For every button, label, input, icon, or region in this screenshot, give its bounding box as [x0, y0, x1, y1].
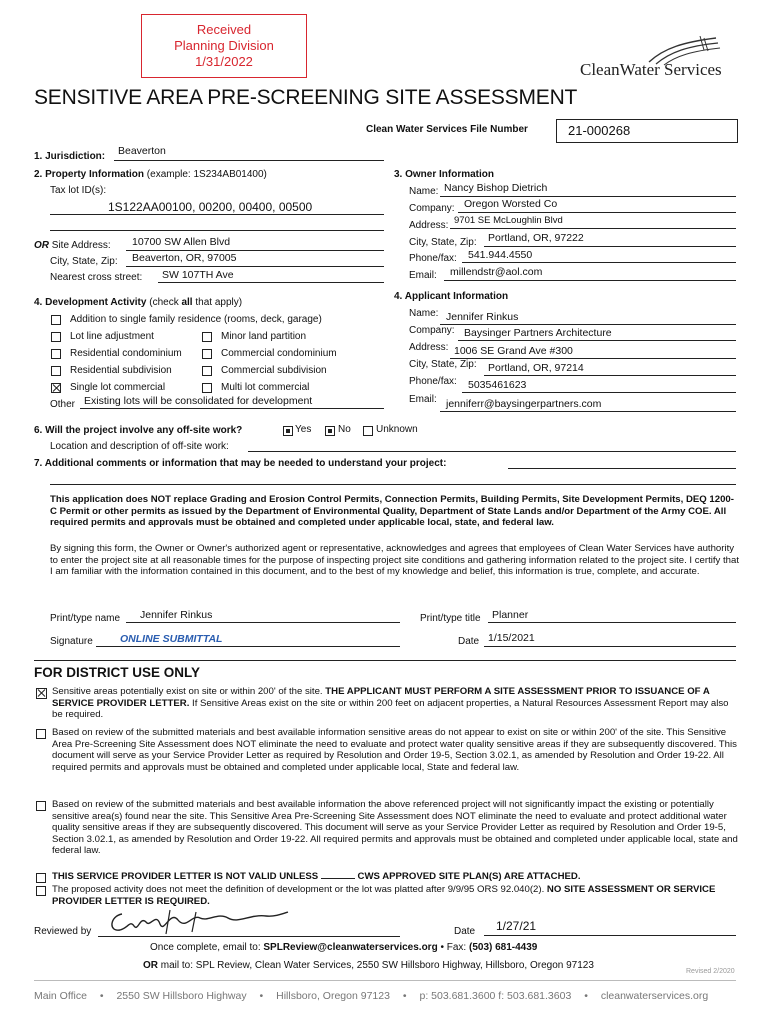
- owner-phone-line: [462, 262, 736, 263]
- applicant-address-label: Address:: [409, 342, 449, 353]
- opt8-label: Single lot commercial: [70, 382, 166, 393]
- applicant-company-label: Company:: [409, 325, 455, 336]
- offsite-no-label: No: [338, 424, 351, 435]
- district-item5-checkbox[interactable]: [36, 886, 46, 896]
- dev-activity-label: 4. Development Activity: [34, 297, 147, 308]
- dev-activity-apply: that apply): [195, 297, 243, 308]
- site-address-label: Site Address:: [51, 240, 111, 251]
- comments-line-2: [50, 484, 736, 485]
- cross-street-value[interactable]: SW 107TH Ave: [162, 269, 234, 281]
- owner-csz-line: [484, 246, 736, 247]
- footer: Main Office • 2550 SW Hillsboro Highway • Hillsboro, Oregon 97123 • p: 503.681.3600 f: 503.681.3603 • cleanwaterservices.org: [34, 990, 709, 1002]
- signature-value[interactable]: ONLINE SUBMITTAL: [120, 633, 223, 645]
- opt3-checkbox[interactable]: [202, 332, 212, 342]
- district-item4-blank[interactable]: [321, 878, 355, 879]
- owner-name-label: Name:: [409, 186, 439, 197]
- opt7-label: Commercial subdivision: [221, 365, 327, 376]
- offsite-location-label: Location and description of off-site work:: [50, 441, 229, 452]
- reviewer-signature-icon: [100, 904, 290, 938]
- district-item5-text-b: NO SITE ASSESSMENT OR SERVICE PROVIDER LETTER IS REQUIRED.: [52, 884, 716, 907]
- offsite-question: 6. Will the project involve any off-site work?: [34, 425, 243, 436]
- applicant-address-value[interactable]: 1006 SE Grand Ave #300: [454, 345, 573, 357]
- district-item3-checkbox[interactable]: [36, 801, 46, 811]
- reviewed-by-label: Reviewed by: [34, 926, 92, 937]
- site-address-line: [126, 250, 384, 251]
- cross-street-line: [158, 282, 384, 283]
- opt1-checkbox[interactable]: [51, 315, 61, 325]
- reviewed-by-line: [98, 936, 400, 937]
- cross-street-label: Nearest cross street:: [50, 272, 143, 283]
- applicant-name-label: Name:: [409, 308, 439, 319]
- applicant-company-line: [458, 340, 736, 341]
- owner-info-label: 3. Owner Information: [394, 169, 495, 180]
- offsite-no-checkbox[interactable]: [325, 426, 335, 436]
- district-item4-text-b: CWS APPROVED SITE PLAN(S) ARE ATTACHED.: [357, 871, 581, 882]
- district-item2: Based on review of the submitted materials and best available information sensitive areas do not appear to exist on site or within 200' of the site. This Sensitive Area Pre-Screening Site Assessment does NOT eliminate the need to evaluate and protect water quality sensitive areas if they are subsequently discovered. This document will serve as your Service Provider Letter as required by Resolution and Order 19-5, Section 3.02.1, as amended by Resolution and Order 19-22. All required permits and approvals must be obtained and completed under applicable local, State and federal law.: [52, 727, 737, 773]
- district-item1-text-c: If Sensitive Areas exist on the site or within 200 feet on adjacent properties, a Natural Resources Assessment Report may also be required.: [52, 697, 729, 721]
- district-item4: [52, 871, 740, 883]
- owner-address-value[interactable]: 9701 SE McLoughlin Blvd: [454, 215, 563, 226]
- print-name-line: [126, 622, 400, 623]
- print-name-value[interactable]: Jennifer Rinkus: [140, 609, 213, 621]
- opt1-label: Addition to single family residence (rooms, deck, garage): [70, 314, 322, 325]
- opt5-label: Commercial condominium: [221, 348, 337, 359]
- mail-or: OR: [143, 960, 158, 971]
- owner-phone-value[interactable]: 541.944.4550: [468, 249, 533, 261]
- site-address-value[interactable]: 10700 SW Allen Blvd: [132, 236, 231, 248]
- owner-email-line: [444, 280, 736, 281]
- mail-instruction: [143, 960, 594, 971]
- offsite-unknown-checkbox[interactable]: [363, 426, 373, 436]
- applicant-address-line: [450, 358, 736, 359]
- notice-text: By signing this form, the Owner or Owner's authorized agent or representative, acknowledges and agrees that employees of Clean Water Services have authority to enter the project site at all reasonable times for the purpose of inspecting project site conditions and gathering information related to the project site. I certify that I am familiar with the information contained in this document, and to the best of my knowledge and belief, this information is true, complete, and accurate.: [50, 543, 740, 578]
- district-item1-text-b: THE APPLICANT MUST PERFORM A SITE ASSESSMENT PRIOR TO ISSUANCE OF A SERVICE PROVIDER LETTER.: [52, 686, 710, 709]
- owner-company-label: Company:: [409, 203, 455, 214]
- print-name-label: Print/type name: [50, 613, 121, 624]
- applicant-email-value[interactable]: jenniferr@baysingerpartners.com: [446, 398, 602, 410]
- sign-date-value[interactable]: 1/15/2021: [488, 632, 535, 644]
- opt4-label: Residential condominium: [70, 348, 182, 359]
- district-heading: FOR DISTRICT USE ONLY: [34, 665, 201, 680]
- offsite-yes-checkbox[interactable]: [283, 426, 293, 436]
- offsite-yes-label: Yes: [295, 424, 312, 435]
- owner-email-label: Email:: [409, 270, 437, 281]
- comments-line-1: [508, 468, 736, 469]
- district-item3: Based on review of the submitted materials and best available information the above referenced project will not significantly impact the existing or potentially sensitive area(s) found near the site. This Sensitive Area Pre-Screening Site Assessment does NOT eliminate the need to evaluate and protect additional water quality sensitive areas if they are subsequently discovered. This document will serve as your Service Provider Letter as required by Resolution and Order 19-5, Section 3.02.1, as amended by Resolution and Order 19-22. All required permits and approvals must be obtained and completed under applicable local, state and federal law.: [52, 799, 738, 857]
- opt7-checkbox[interactable]: [202, 366, 212, 376]
- district-item1-checkbox[interactable]: [36, 688, 47, 699]
- site-csz-line: [126, 266, 384, 267]
- applicant-csz-label: City, State, Zip:: [409, 359, 477, 370]
- stamp-line-3: 1/31/2022: [195, 54, 253, 69]
- logo-text: CleanWater Services: [580, 60, 722, 79]
- jurisdiction-label: 1. Jurisdiction:: [34, 151, 106, 162]
- review-date-line: [484, 935, 736, 936]
- district-item4-checkbox[interactable]: [36, 873, 46, 883]
- tax-lot-line-2: [50, 230, 384, 231]
- applicant-name-value[interactable]: Jennifer Rinkus: [446, 311, 519, 323]
- tax-lot-value[interactable]: 1S122AA00100, 00200, 00400, 00500: [108, 200, 313, 214]
- fax-text: • Fax:: [440, 942, 467, 953]
- stamp-line-1: Received: [196, 22, 252, 37]
- email-address[interactable]: SPLReview@cleanwaterservices.org: [263, 942, 438, 953]
- district-item2-checkbox[interactable]: [36, 729, 46, 739]
- applicant-email-line: [440, 411, 736, 412]
- applicant-email-label: Email:: [409, 394, 437, 405]
- tax-lot-line-1: [50, 214, 384, 215]
- opt4-checkbox[interactable]: [51, 349, 61, 359]
- or-label: OR: [34, 240, 49, 251]
- stamp-line-2: Planning Division: [174, 38, 274, 53]
- review-date-value[interactable]: 1/27/21: [496, 919, 537, 933]
- property-info-label: 2. Property Information: [34, 169, 145, 180]
- fax-number: (503) 681-4439: [468, 942, 538, 953]
- owner-email-value[interactable]: millendstr@aol.com: [450, 266, 543, 278]
- opt2-checkbox[interactable]: [51, 332, 61, 342]
- print-title-label: Print/type title: [420, 613, 481, 624]
- site-address-row: [34, 240, 111, 251]
- owner-company-value[interactable]: Oregon Worsted Co: [464, 198, 558, 210]
- signature-label: Signature: [50, 636, 93, 647]
- other-value[interactable]: Existing lots will be consolidated for development: [84, 395, 313, 407]
- applicant-name-line: [440, 324, 736, 325]
- jurisdiction-value[interactable]: Beaverton: [118, 145, 166, 157]
- opt3-label: Minor land partition: [221, 331, 307, 342]
- district-item1-text-a: Sensitive areas potentially exist on site or within 200' of the site.: [52, 686, 323, 697]
- opt5-checkbox[interactable]: [202, 349, 212, 359]
- owner-address-label: Address:: [409, 220, 449, 231]
- file-number-value: 21-000268: [568, 123, 631, 138]
- jurisdiction-line: [114, 160, 384, 161]
- applicant-phone-value[interactable]: 5035461623: [468, 379, 527, 391]
- property-info-example: (example: 1S234AB01400): [146, 169, 267, 180]
- cws-logo: [580, 36, 740, 80]
- sign-date-line: [484, 646, 736, 647]
- other-line: [80, 408, 384, 409]
- print-title-line: [488, 622, 736, 623]
- opt6-checkbox[interactable]: [51, 366, 61, 376]
- footer-website[interactable]: cleanwaterservices.org: [600, 990, 709, 1002]
- owner-phone-label: Phone/fax:: [409, 253, 457, 264]
- district-item5-text-a: The proposed activity does not meet the definition of development or the lot was platted after 9/9/95 ORS 92.040(2).: [52, 884, 545, 895]
- dev-activity-heading: [34, 297, 242, 308]
- offsite-unknown-label: Unknown: [376, 424, 418, 435]
- footer-street: 2550 SW Hillsboro Highway: [116, 990, 247, 1002]
- applicant-phone-line: [462, 392, 736, 393]
- footer-phone: p: 503.681.3600 f: 503.681.3603: [419, 990, 572, 1002]
- dev-activity-check: (check: [149, 297, 179, 308]
- mail-text: mail to: SPL Review, Clean Water Services, 2550 SW Hillsboro Highway, Hillsboro, Oregon 97123: [160, 960, 594, 971]
- applicant-csz-line: [484, 375, 736, 376]
- district-item1: [52, 686, 740, 721]
- site-csz-value[interactable]: Beaverton, OR, 97005: [132, 252, 237, 264]
- applicant-company-value[interactable]: Baysinger Partners Architecture: [464, 327, 612, 339]
- page-title: SENSITIVE AREA PRE-SCREENING SITE ASSESSMENT: [34, 86, 578, 109]
- opt8-checkbox[interactable]: [51, 383, 61, 393]
- opt6-label: Residential subdivision: [70, 365, 172, 376]
- owner-address-line: [450, 228, 736, 229]
- district-item4-text-a: THIS SERVICE PROVIDER LETTER IS NOT VALID UNLESS: [52, 871, 319, 882]
- footer-divider: [34, 980, 736, 981]
- tax-lot-label: Tax lot ID(s):: [50, 185, 107, 196]
- opt9-checkbox[interactable]: [202, 383, 212, 393]
- footer-main-office: Main Office: [34, 990, 87, 1002]
- print-title-value[interactable]: Planner: [492, 609, 529, 621]
- applicant-phone-label: Phone/fax:: [409, 376, 457, 387]
- dev-activity-all: all: [181, 297, 193, 308]
- district-divider: [34, 660, 736, 661]
- email-text-a: Once complete, email to:: [150, 942, 261, 953]
- review-date-label: Date: [454, 926, 476, 937]
- other-label: Other: [50, 399, 76, 410]
- property-info-heading: [34, 169, 267, 180]
- revised-note: Revised 2/2020: [686, 968, 735, 975]
- opt2-label: Lot line adjustment: [70, 331, 154, 342]
- signature-line: [96, 646, 400, 647]
- owner-csz-label: City, State, Zip:: [409, 237, 477, 248]
- sign-date-label: Date: [458, 636, 480, 647]
- comments-label: 7. Additional comments or information that may be needed to understand your project:: [34, 458, 447, 469]
- received-stamp: [141, 14, 307, 78]
- applicant-csz-value[interactable]: Portland, OR, 97214: [488, 362, 584, 374]
- owner-company-line: [458, 212, 736, 213]
- footer-city: Hillsboro, Oregon 97123: [276, 990, 390, 1002]
- offsite-location-line: [248, 451, 736, 452]
- opt9-label: Multi lot commercial: [221, 382, 310, 393]
- email-instruction: [150, 942, 537, 953]
- site-csz-label: City, State, Zip:: [50, 256, 118, 267]
- file-number-label: Clean Water Services File Number: [366, 124, 528, 135]
- owner-name-line: [440, 196, 736, 197]
- owner-name-value[interactable]: Nancy Bishop Dietrich: [444, 182, 548, 194]
- owner-csz-value[interactable]: Portland, OR, 97222: [488, 232, 584, 244]
- applicant-info-label: 4. Applicant Information: [394, 291, 509, 302]
- notice-bold: This application does NOT replace Grading and Erosion Control Permits, Connection Permits, Building Permits, Site Development Permits, DEQ 1200-C Permit or other permits as issued by the Department of Environmental Quality, Department of State Lands and/or Department of the Army COE. All required permits and approvals must be obtained and completed under applicable local, state, and federal law.: [50, 494, 734, 529]
